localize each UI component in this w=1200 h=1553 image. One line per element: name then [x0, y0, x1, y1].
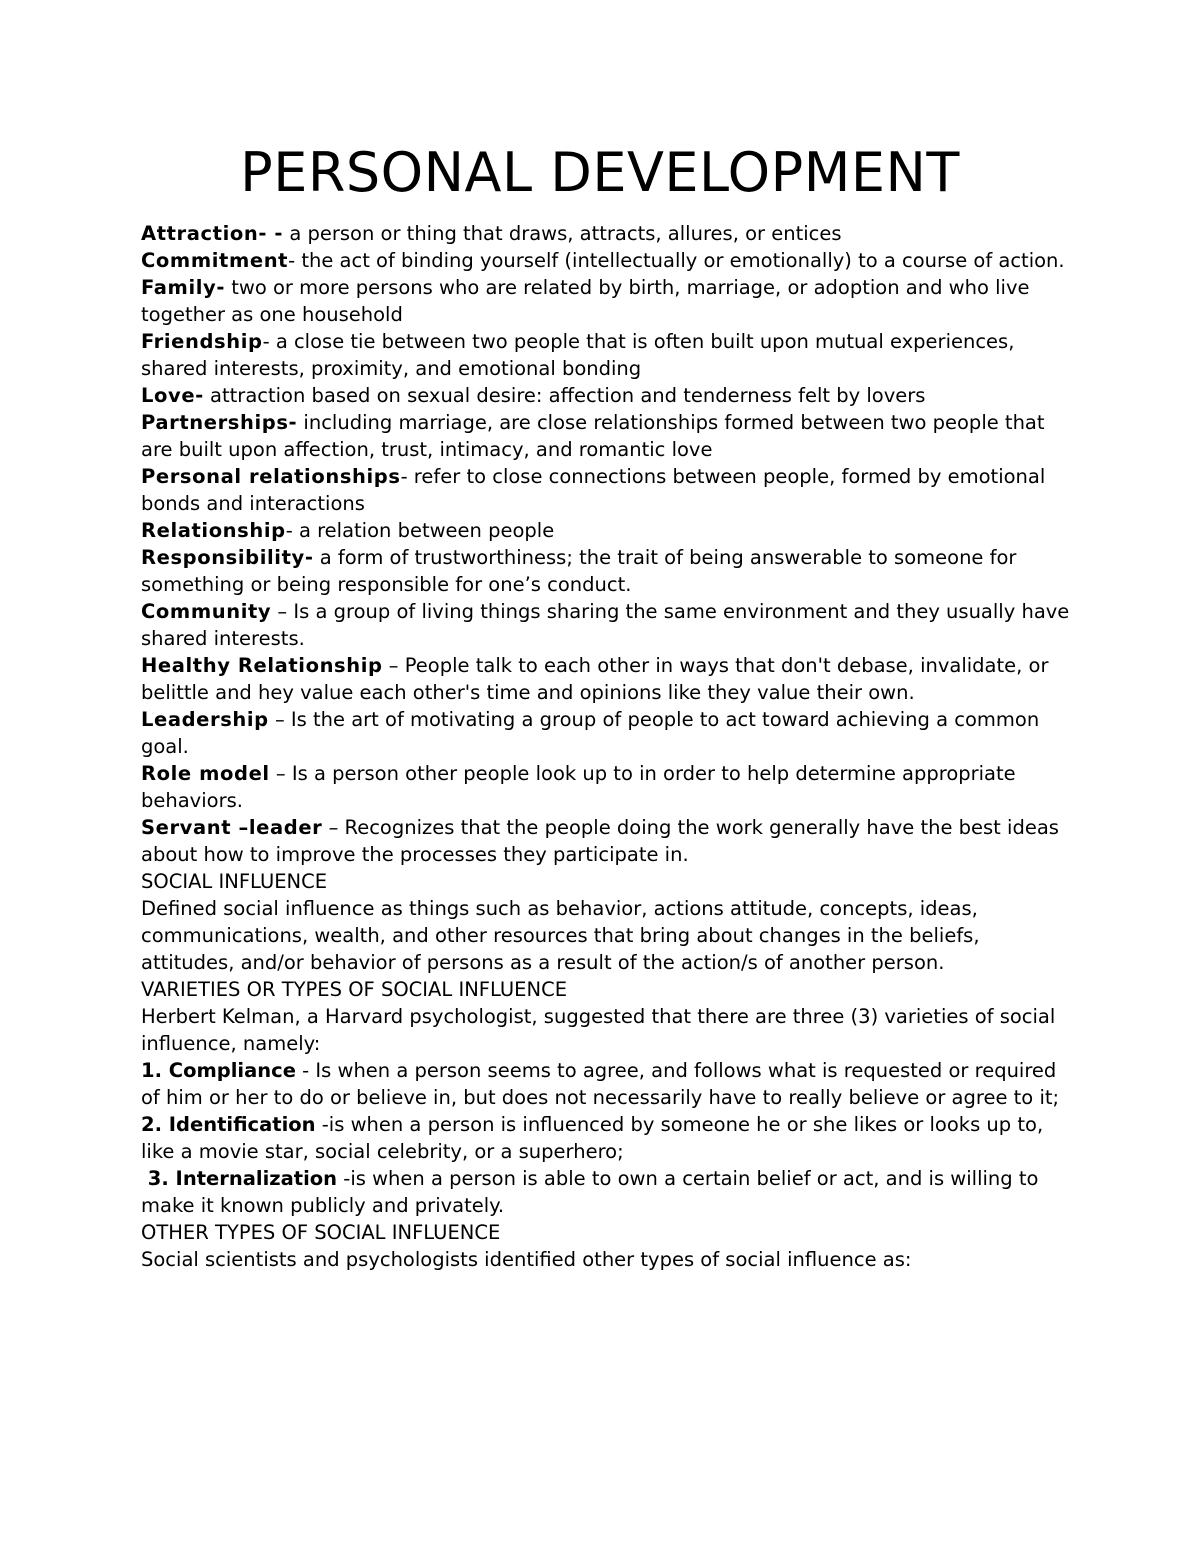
- definition-term: Friendship: [141, 330, 263, 353]
- definition-term: Partnerships-: [141, 411, 298, 434]
- definition-term: Healthy Relationship: [141, 654, 383, 677]
- variety-item-internalization: [141, 1165, 1071, 1219]
- definition-love: [141, 382, 1071, 409]
- definition-text: including marriage, are close relationships formed between two people that are built upon affection, trust, intimacy, and romantic love: [141, 411, 1045, 461]
- definition-term: Relationship: [141, 519, 286, 542]
- variety-text: -is when a person is able to own a certain belief or act, and is willing to make it known publicly and privately.: [141, 1167, 1045, 1217]
- definition-text: attraction based on sexual desire: affection and tenderness felt by lovers: [203, 384, 926, 407]
- social-influence-heading: SOCIAL INFLUENCE: [141, 870, 328, 893]
- definition-term: Attraction- -: [141, 222, 284, 245]
- variety-label: 1. Compliance: [141, 1059, 296, 1082]
- definition-text: - the act of binding yourself (intellectually or emotionally) to a course of action.: [288, 249, 1065, 272]
- definition-friendship: [141, 328, 1071, 382]
- definition-family: [141, 274, 1071, 328]
- variety-text: -is when a person is influenced by someone he or she likes or looks up to, like a movie star, social celebrity, or a superhero;: [141, 1113, 1044, 1163]
- definition-text: a person or thing that draws, attracts, allures, or entices: [283, 222, 842, 245]
- definition-text: – Recognizes that the people doing the work generally have the best ideas about how to improve the processes they participate in.: [141, 816, 1059, 866]
- definition-text: - a relation between people: [285, 519, 555, 542]
- definition-attraction: [141, 220, 1071, 247]
- definition-text: - a close tie between two people that is often built upon mutual experiences, shared interests, proximity, and emotional bonding: [141, 330, 1015, 380]
- definition-community: [141, 598, 1071, 652]
- varieties-heading: VARIETIES OR TYPES OF SOCIAL INFLUENCE: [141, 978, 568, 1001]
- definition-text: - refer to close connections between people, formed by emotional bonds and interactions: [141, 465, 1046, 515]
- variety-item-identification: [141, 1111, 1071, 1165]
- definition-text: – Is the art of motivating a group of people to act toward achieving a common goal.: [141, 708, 1040, 758]
- definition-text: a form of trustworthiness; the trait of being answerable to someone for something or being responsible for one’s conduct.: [141, 546, 1017, 596]
- definition-term: Family-: [141, 276, 226, 299]
- variety-text: - Is when a person seems to agree, and follows what is requested or required of him or her to do or believe in, but does not necessarily have to really believe or agree to it;: [141, 1059, 1060, 1109]
- definition-text: – Is a person other people look up to in order to help determine appropriate behaviors.: [141, 762, 1016, 812]
- definition-term: Personal relationships: [141, 465, 401, 488]
- definition-term: Community: [141, 600, 272, 623]
- definition-term: Responsibility-: [141, 546, 314, 569]
- definition-term: Servant –leader: [141, 816, 323, 839]
- varieties-intro: Herbert Kelman, a Harvard psychologist, suggested that there are three (3) varieties of social influence, namely:: [141, 1005, 1056, 1055]
- variety-item-compliance: [141, 1057, 1071, 1111]
- definition-text: – People talk to each other in ways that don't debase, invalidate, or belittle and hey value each other's time and opinions like they value their own.: [141, 654, 1049, 704]
- definition-term: Leadership: [141, 708, 269, 731]
- definition-leadership: [141, 706, 1071, 760]
- definition-responsibility: [141, 544, 1071, 598]
- definition-servant-leader: [141, 814, 1071, 868]
- definition-text: two or more persons who are related by birth, marriage, or adoption and who live together as one household: [141, 276, 1030, 326]
- other-types-heading: OTHER TYPES OF SOCIAL INFLUENCE: [141, 1221, 501, 1244]
- definition-partnerships: [141, 409, 1071, 463]
- document-body: [141, 220, 1071, 1273]
- definition-relationship: [141, 517, 1071, 544]
- definition-term: Role model: [141, 762, 270, 785]
- definition-role-model: [141, 760, 1071, 814]
- page-title: PERSONAL DEVELOPMENT: [240, 141, 960, 204]
- definition-term: Love-: [141, 384, 204, 407]
- social-influence-text: Defined social influence as things such as behavior, actions attitude, concepts, ideas, communications, wealth, and other resources that bring about changes in the beliefs, attitudes, and/or behavior of persons as a result of the action/s of another person.: [141, 897, 980, 974]
- definition-text: – Is a group of living things sharing the same environment and they usually have shared interests.: [141, 600, 1070, 650]
- variety-label: 3. Internalization: [141, 1167, 338, 1190]
- variety-label: 2. Identification: [141, 1113, 316, 1136]
- definition-healthy-relationship: [141, 652, 1071, 706]
- other-types-text: Social scientists and psychologists identified other types of social influence as:: [141, 1248, 912, 1271]
- definition-commitment: [141, 247, 1071, 274]
- definition-personal-relationships: [141, 463, 1071, 517]
- definition-term: Commitment: [141, 249, 289, 272]
